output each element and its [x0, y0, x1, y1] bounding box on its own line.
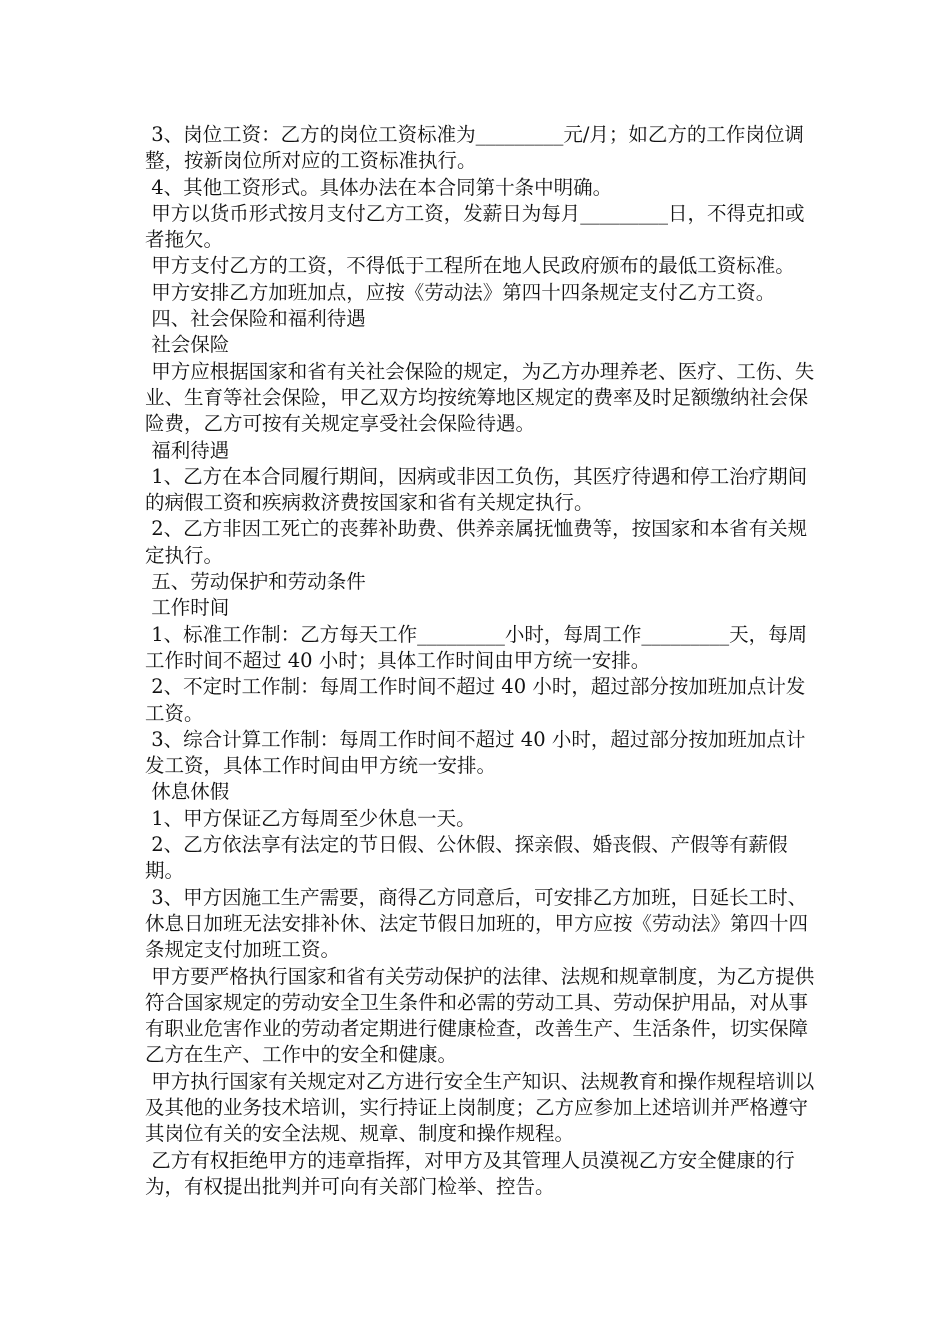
paragraph-rest-item-1: 1、甲方保证乙方每周至少休息一天。 — [145, 806, 476, 830]
paragraph-hours-item-3: 3、综合计算工作制：每周工作时间不超过 40 小时，超过部分按加班加点计发工资，具体工作时间由甲方统一安排。 — [145, 727, 806, 778]
section-heading-labor-protection: 五、劳动保护和劳动条件 — [145, 570, 366, 594]
paragraph-safety-conditions: 甲方要严格执行国家和省有关劳动保护的法律、法规和规章制度，为乙方提供符合国家规定的劳动安全卫生条件和必需的劳动工具、劳动保护用品，对从事有职业危害作业的劳动者定期进行健康检查，改善生产、生活条件，切实保障乙方在生产、工作中的安全和健康。 — [145, 964, 815, 1067]
paragraph-rest-item-3: 3、甲方因施工生产需要，商得乙方同意后，可安排乙方加班，日延长工时、休息日加班无法安排补休、法定节假日加班的，甲方应按《劳动法》第四十四条规定支付加班工资。 — [145, 885, 809, 962]
paragraph-payday: 甲方以货币形式按月支付乙方工资，发薪日为每月_________日，不得克扣或者拖欠。 — [145, 201, 805, 252]
paragraph-minimum-wage: 甲方支付乙方的工资，不得低于工程所在地人民政府颁布的最低工资标准。 — [145, 254, 795, 278]
paragraph-hours-item-1: 1、标准工作制：乙方每天工作_________小时，每周工作_________天，每周工作时间不超过 40 小时；具体工作时间由甲方统一安排。 — [145, 622, 808, 672]
paragraph-rest-item-2: 2、乙方依法享有法定的节日假、公休假、探亲假、婚丧假、产假等有薪假期。 — [145, 833, 788, 883]
section-heading-insurance-welfare: 四、社会保险和福利待遇 — [145, 307, 366, 331]
paragraph-right-to-refuse: 乙方有权拒绝甲方的违章指挥，对甲方及其管理人员漠视乙方安全健康的行为，有权提出批判并可向有关部门检举、控告。 — [145, 1148, 795, 1198]
paragraph-welfare-item-1: 1、乙方在本合同履行期间，因病或非因工负伤，其医疗待遇和停工治疗期间的病假工资和疾病救济费按国家和省有关规定执行。 — [145, 464, 808, 515]
subheading-working-hours: 工作时间 — [145, 596, 230, 620]
subheading-welfare: 福利待遇 — [145, 438, 230, 462]
subheading-rest-leave: 休息休假 — [145, 780, 230, 804]
paragraph-overtime-pay: 甲方安排乙方加班加点，应按《劳动法》第四十四条规定支付乙方工资。 — [145, 280, 776, 304]
subheading-social-insurance: 社会保险 — [145, 333, 230, 357]
paragraph-welfare-item-2: 2、乙方非因工死亡的丧葬补助费、供养亲属抚恤费等，按国家和本省有关规定执行。 — [145, 517, 808, 567]
paragraph-safety-training: 甲方执行国家有关规定对乙方进行安全生产知识、法规教育和操作规程培训以及其他的业务技术培训，实行持证上岗制度；乙方应参加上述培训并严格遵守其岗位有关的安全法规、规章、制度和操作规程。 — [145, 1069, 815, 1146]
paragraph-salary-item-4: 4、其他工资形式。具体办法在本合同第十条中明确。 — [145, 175, 613, 199]
paragraph-salary-item-3: 3、岗位工资：乙方的岗位工资标准为_________元/月；如乙方的工作岗位调整，按新岗位所对应的工资标准执行。 — [145, 123, 804, 173]
paragraph-hours-item-2: 2、不定时工作制：每周工作时间不超过 40 小时，超过部分按加班加点计发工资。 — [145, 675, 806, 725]
paragraph-social-insurance: 甲方应根据国家和省有关社会保险的规定，为乙方办理养老、医疗、工伤、失业、生育等社会保险，甲乙双方均按统筹地区规定的费率及时足额缴纳社会保险费，乙方可按有关规定享受社会保险待遇。 — [145, 359, 815, 436]
